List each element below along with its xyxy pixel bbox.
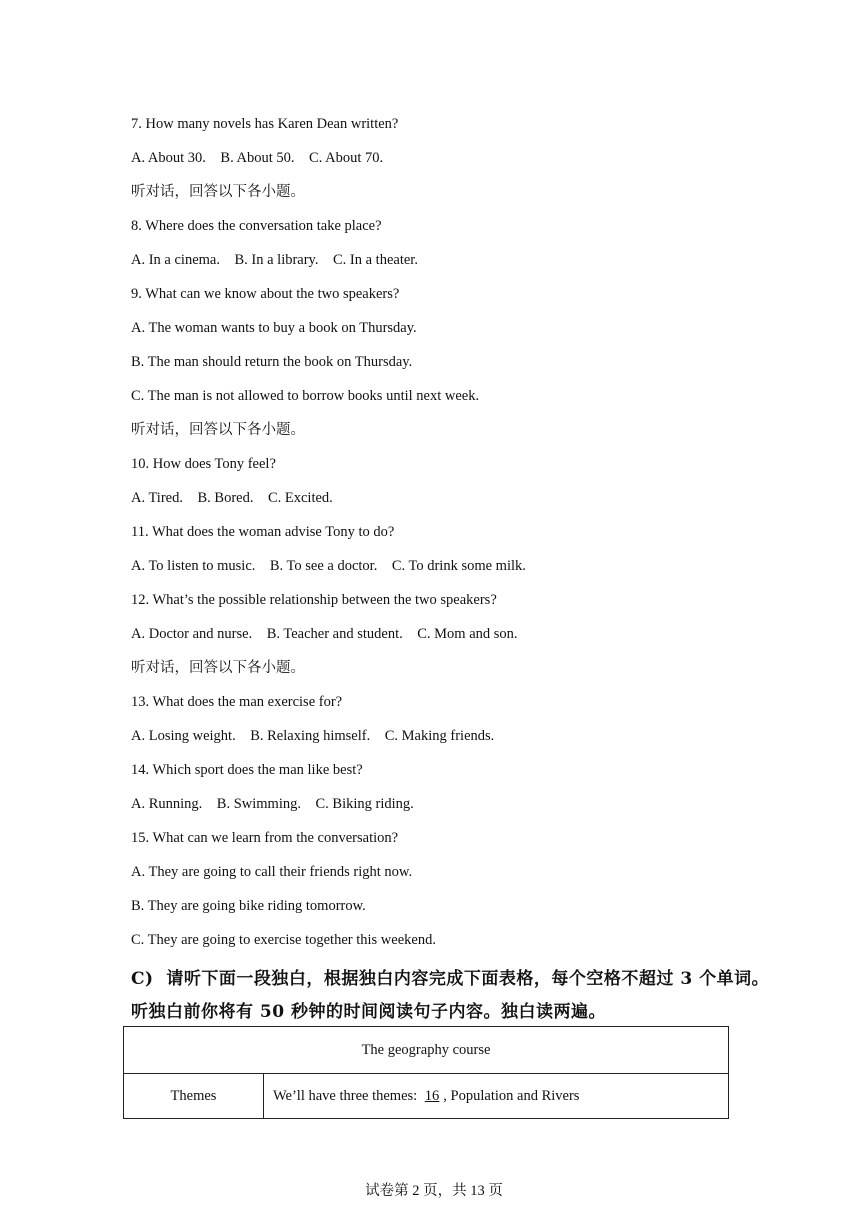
themes-label: Themes <box>124 1074 264 1119</box>
question-9: 9. What can we know about the two speakers? <box>131 286 400 302</box>
question-12: 12. What’s the possible relationship between the two speakers? <box>131 592 497 608</box>
option-9a: A. The woman wants to buy a book on Thursday. <box>131 320 417 336</box>
question-13: 13. What does the man exercise for? <box>131 694 343 710</box>
options-7: A. About 30. B. About 50. C. About 70. <box>131 150 384 166</box>
options-13: A. Losing weight. B. Relaxing himself. C. Making friends. <box>131 728 495 744</box>
section-c-instructions: 听独白前你将有 50 秒钟的时间阅读句子内容。独白读两遍。 <box>131 1002 606 1022</box>
option-9b: B. The man should return the book on Thursday. <box>131 354 413 370</box>
question-11: 11. What does the woman advise Tony to do? <box>131 524 395 540</box>
table-title: The geography course <box>124 1027 729 1074</box>
options-14: A. Running. B. Swimming. C. Biking riding. <box>131 796 414 812</box>
options-12: A. Doctor and nurse. B. Teacher and student. C. Mom and son. <box>131 626 518 642</box>
option-9c: C. The man is not allowed to borrow books until next week. <box>131 388 480 404</box>
question-15: 15. What can we learn from the conversation? <box>131 830 399 846</box>
option-15a: A. They are going to call their friends right now. <box>131 864 413 880</box>
question-14: 14. Which sport does the man like best? <box>131 762 363 778</box>
options-8: A. In a cinema. B. In a library. C. In a theater. <box>131 252 418 268</box>
section-c-heading: C) 请听下面一段独白，根据独白内容完成下面表格，每个空格不超过 3 个单词。 <box>131 969 770 989</box>
page-footer: 试卷第 2 页，共 13 页 <box>365 1183 503 1199</box>
instruction: 听对话，回答以下各小题。 <box>131 184 305 200</box>
answer-blank-16[interactable]: 16 <box>424 1087 440 1104</box>
instruction: 听对话，回答以下各小题。 <box>131 660 305 676</box>
question-8: 8. Where does the conversation take place? <box>131 218 382 234</box>
instruction: 听对话，回答以下各小题。 <box>131 422 305 438</box>
question-10: 10. How does Tony feel? <box>131 456 276 472</box>
themes-value <box>264 1074 729 1119</box>
course-table <box>123 1026 729 1119</box>
options-11: A. To listen to music. B. To see a doctor. C. To drink some milk. <box>131 558 526 574</box>
themes-prefix: We’ll have three themes: <box>273 1087 421 1104</box>
options-10: A. Tired. B. Bored. C. Excited. <box>131 490 333 506</box>
option-15c: C. They are going to exercise together this weekend. <box>131 932 436 948</box>
themes-suffix: , Population and Rivers <box>443 1087 580 1104</box>
option-15b: B. They are going bike riding tomorrow. <box>131 898 366 914</box>
question-7: 7. How many novels has Karen Dean written? <box>131 116 399 132</box>
